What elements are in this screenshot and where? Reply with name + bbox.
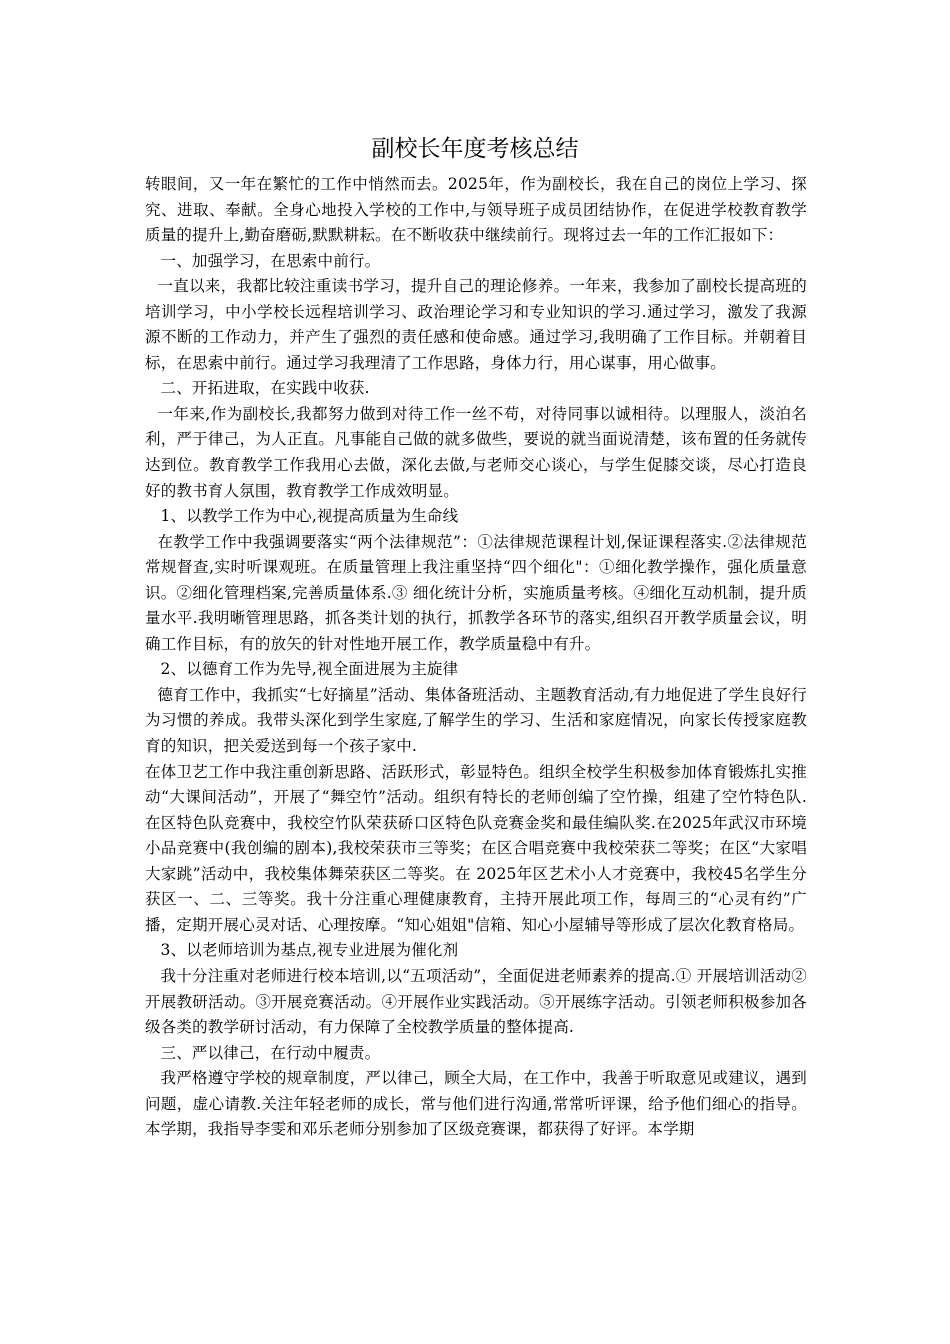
paragraph: 3、以老师培训为基点,视专业进展为催化剂 [160,941,459,960]
paragraph: 一直以来，我都比较注重读书学习，提升自己的理论修养。一年来，我参加了副校长提高班的培训学习，中小学校长远程培训学习、政治理论学习和专业知识的学习.通过学习，激发了我源源不断的工作动力，并产生了强烈的责任感和使命感。通过学习,我明确了工作目标。并朝着目标，在思索中前行。通过学习我理清了工作思路，身体力行，用心谋事，用心做事。 [145,277,807,372]
paragraph: 转眼间，又一年在繁忙的工作中悄然而去。2025年，作为副校长，我在自己的岗位上学习、探究、进取、奉献。全身心地投入学校的工作中,与领导班子成员团结协作，在促进学校教育教学质量的提升上,勤奋磨砺,默默耕耘。在不断收获中继续前行。现将过去一年的工作汇报如下： [145,175,807,245]
paragraph: 在教学工作中我强调要落实“两个法律规范”：①法律规范课程计划,保证课程落实.②法律规范常规督查,实时听课观班。在质量管理上我注重坚持“四个细化"：①细化教学操作，强化质量意识。②细化管理档案,完善质量体系.③ 细化统计分析，实施质量考核。④细化互动机制，提升质量水平.我明晰管理思路，抓各类计划的执行，抓教学各环节的落实,组织召开教学质量会议，明确工作目标，有的放矢的针对性地开展工作，教学质量稳中有升。 [145,532,807,653]
document-body [145,172,807,1143]
paragraph: 德育工作中，我抓实“七好摘星”活动、集体备班活动、主题教育活动,有力地促进了学生良好行为习惯的养成。我带头深化到学生家庭,了解学生的学习、生活和家庭情况，向家长传授家庭教育的知识，把关爱送到每一个孩子家中. [145,685,807,756]
paragraph: 1、以教学工作为中心,视提高质量为生命线 [160,507,459,526]
paragraph: 2、以德育工作为先导,视全面进展为主旋律 [160,660,459,679]
paragraph: 我十分注重对老师进行校本培训,以“五项活动”，全面促进老师素养的提高.① 开展培训活动②开展教研活动。③开展竞赛活动。④开展作业实践活动。⑤开展练字活动。引领老师积极参加各级各类的教学研讨活动，有力保障了全校教学质量的整体提高. [145,966,807,1037]
paragraph: 三、严以律己，在行动中履责。 [160,1043,381,1062]
paragraph: 一、加强学习，在思索中前行。 [160,251,381,270]
document-title: 副校长年度考核总结 [371,136,579,162]
paragraph: 我严格遵守学校的规章制度，严以律己，顾全大局，在工作中，我善于听取意见或建议，遇到问题，虚心请教.关注年轻老师的成长，常与他们进行沟通,常常听评课，给予他们细心的指导。本学期，我指导李雯和邓乐老师分别参加了区级竞赛课，都获得了好评。本学期 [145,1069,807,1139]
paragraph: 在体卫艺工作中我注重创新思路、活跃形式，彰显特色。组织全校学生积极参加体育锻炼扎实推动“大课间活动”，开展了“舞空竹”活动。组织有特长的老师创编了空竹操，组建了空竹特色队.在区特色队竞赛中，我校空竹队荣获硚口区特色队竞赛金奖和最佳编队奖.在2025年武汉市环境小品竞赛中(我创编的剧本),我校荣获市三等奖；在区合唱竞赛中我校荣获二等奖；在区“大家唱大家跳”活动中，我校集体舞荣获区二等奖。在 2025年区艺术小人才竞赛中，我校45名学生分获区一、二、三等奖。我十分注重心理健康教育，主持开展此项工作，每周三的“心灵有约”广播，定期开展心灵对话、心理按摩。“知心姐姐"信箱、知心小屋辅导等形成了层次化教育格局。 [145,762,807,934]
paragraph: 二、开拓进取，在实践中收获. [160,379,370,398]
paragraph: 一年来,作为副校长,我都努力做到对待工作一丝不苟，对待同事以诚相待。以理服人，淡泊名利，严于律己，为人正直。凡事能自己做的就多做些，要说的就当面说清楚，该布置的任务就传达到位。教育教学工作我用心去做，深化去做,与老师交心谈心，与学生促膝交谈，尽心打造良好的教书育人氛围，教育教学工作成效明显。 [145,404,807,500]
